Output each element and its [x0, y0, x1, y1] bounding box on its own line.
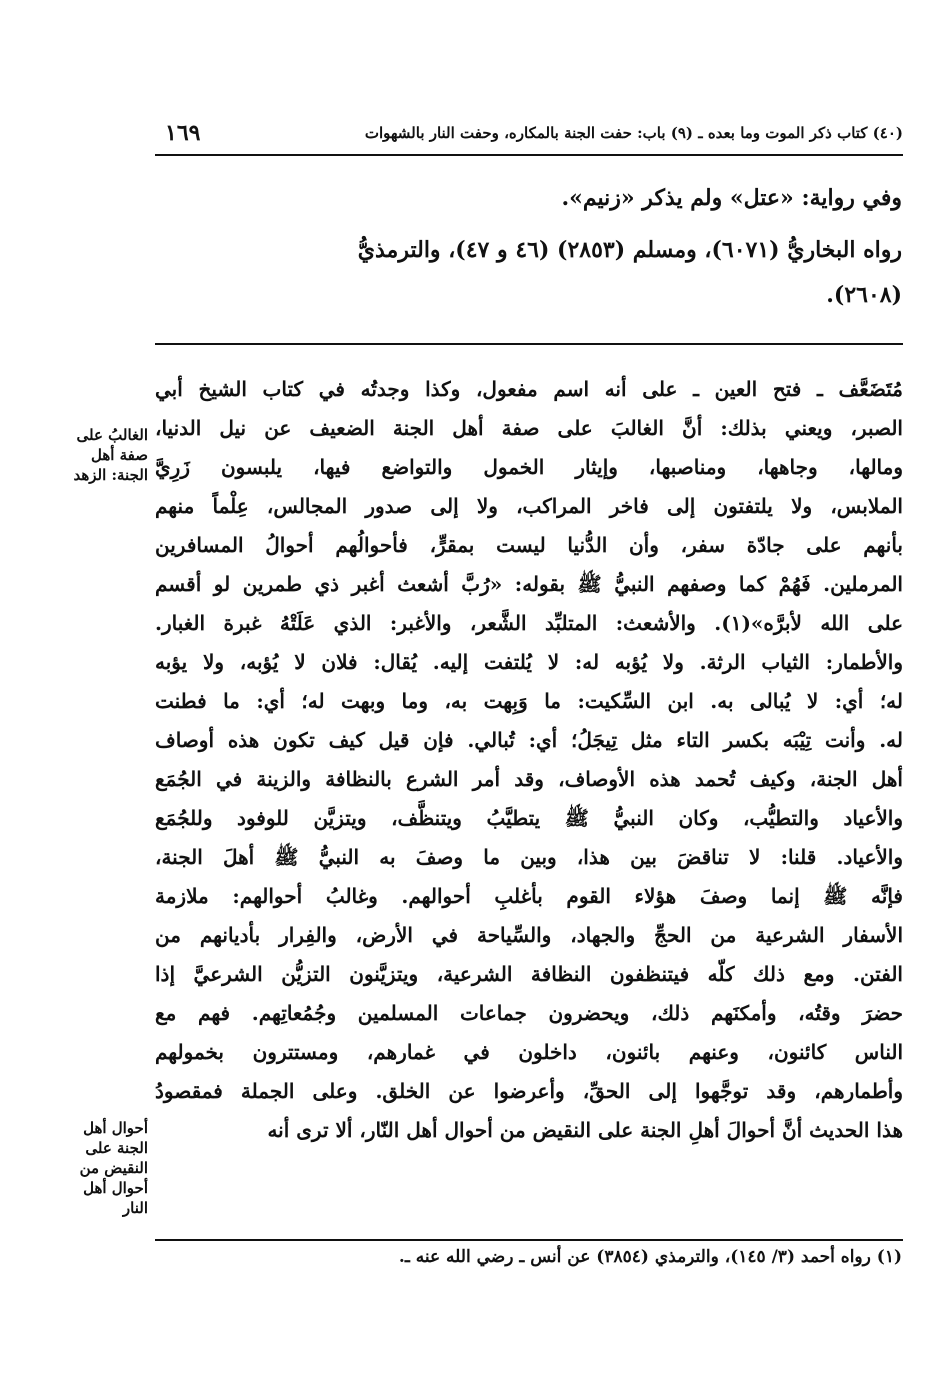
commentary-text [155, 370, 903, 1150]
top-text-line-1: وفي رواية: «عتل» ولم يذكر «زنيم». [561, 185, 902, 211]
side-note-2: أحوال أهل الجنة على النقيض من أحوال أهل النار [79, 1119, 148, 1217]
footnote: (١) رواه أحمد (٣/ ١٤٥)، والترمذي (٣٨٥٤) عن أنس ـ رضي الله عنه ـ. [398, 1247, 902, 1267]
text-line: الصبر، ويعني بذلك: أنَّ الغالبَ على صفة أهل الجنة الضعيف عن نيل الدنيا، [155, 416, 903, 440]
text-line: أهل الجنة، وكيف تُحمد هذه الأوصاف، وقد أمر الشرع بالنظافة والزينة في الجُمَع [155, 767, 903, 791]
text-line: على الله لأبرَّه»(١). والأشعث: المتلبِّد الشَّعر، والأغبر: الذي عَلَتْهُ غبرة الغبار. [155, 611, 903, 635]
text-line: والأعياد. قلنا: لا تناقضَ بين هذا، وبين ما وصفَ به النبيُّ ﷺ أهلَ الجنة، [155, 845, 903, 869]
text-line: المرملين. فَهُمْ كما وصفهم النبيُّ ﷺ بقوله: «رُبَّ أشعث أغبر ذي طمرين لو أقسم [155, 572, 903, 596]
text-line: الملابس، ولا يلتفتون إلى فاخر المراكب، ولا إلى صدور المجالس، عِلْماً منهم [155, 494, 903, 518]
text-line: مُتَضَعَّف ـ فتح العين ـ على أنه اسم مفعول، وكذا وجدتُه في كتاب الشيخ أبي [155, 377, 903, 401]
text-line: فإنَّه ﷺ إنما وصفَ هؤلاء القوم بأغلبِ أحوالهم. وغالبُ أحوالهم: ملازمة [155, 884, 903, 908]
text-line: الفتن. ومع ذلك كلّه فيتنظفون النظافة الشرعية، ويتزيَّنون التزيُّن الشرعيَّ إذا [155, 962, 903, 986]
page-number: ١٦٩ [165, 120, 201, 146]
text-line: بأنهم على جادّة سفر، وأن الدُّنيا ليست بمقرٍّ، فأحوالُهم أحوالُ المسافرين [155, 533, 903, 557]
text-line: حضرَ وقتُه، وأمكنَهم ذلك، ويحضرون جماعات المسلمين وجُمُعاتِهم. فهم مع [155, 1001, 903, 1025]
top-text-line-3: (٢٦٠٨). [826, 282, 902, 308]
text-line: الأسفار الشرعية من الحجِّ والجهاد، والسِّياحة في الأرض، والفِرار بأديانهم من [155, 923, 903, 947]
text-line: الناس كائنون، وعنهم بائنون، داخلون في غمارهم، ومستترون بخمولهم [155, 1040, 903, 1064]
section-divider [155, 343, 903, 345]
text-line: له. وأنت تِيْبَه بكسر التاء مثل تِيجَلُ؛ أي: تُبالي. فإن قيل كيف تكون هذه أوصاف [155, 728, 903, 752]
footnote-divider [155, 1239, 903, 1241]
text-line: والأطمار: الثياب الرثة. ولا يُؤبه له: لا يُلتفت إليه. يُقال: فلان لا يُؤبه، ولا يؤبه [155, 650, 903, 674]
top-text-line-2: رواه البخاريُّ (٦٠٧١)، ومسلم (٢٨٥٣) (٤٦ و ٤٧)، والترمذيُّ [357, 237, 902, 263]
text-line: وأطمارهم، وقد توجَّهوا إلى الحقِّ، وأعرضوا عن الخلق. وعلى الجملة فمقصودُ [155, 1079, 903, 1103]
text-line: والأعياد والتطيُّب، وكان النبيُّ ﷺ يتطيَّبُ ويتنظَّف، ويتزيَّن للوفود وللجُمَع [155, 806, 903, 830]
text-line: هذا الحديث أنَّ أحوالَ أهلِ الجنة على النقيض من أحوال أهل النّار، ألا ترى أنه [267, 1118, 903, 1142]
page-header [155, 118, 903, 156]
side-note-1: الغالبُ على صفة أهل الجنة: الزهد [73, 426, 148, 484]
running-title: (٤٠) كتاب ذكر الموت وما بعده ـ (٩) باب: حفت الجنة بالمكاره، وحفت النار بالشهوات [364, 124, 903, 142]
text-line: له؛ أي: لا يُبالى به. ابن السِّكيت: ما وَبِهت به، وما وبهت له؛ أي: ما فطنت [155, 689, 903, 713]
text-line: ومالها، وجاهها، ومناصبها، وإيثار الخمول والتواضع فيها، يلبسون زَرِيَّ [155, 455, 903, 479]
